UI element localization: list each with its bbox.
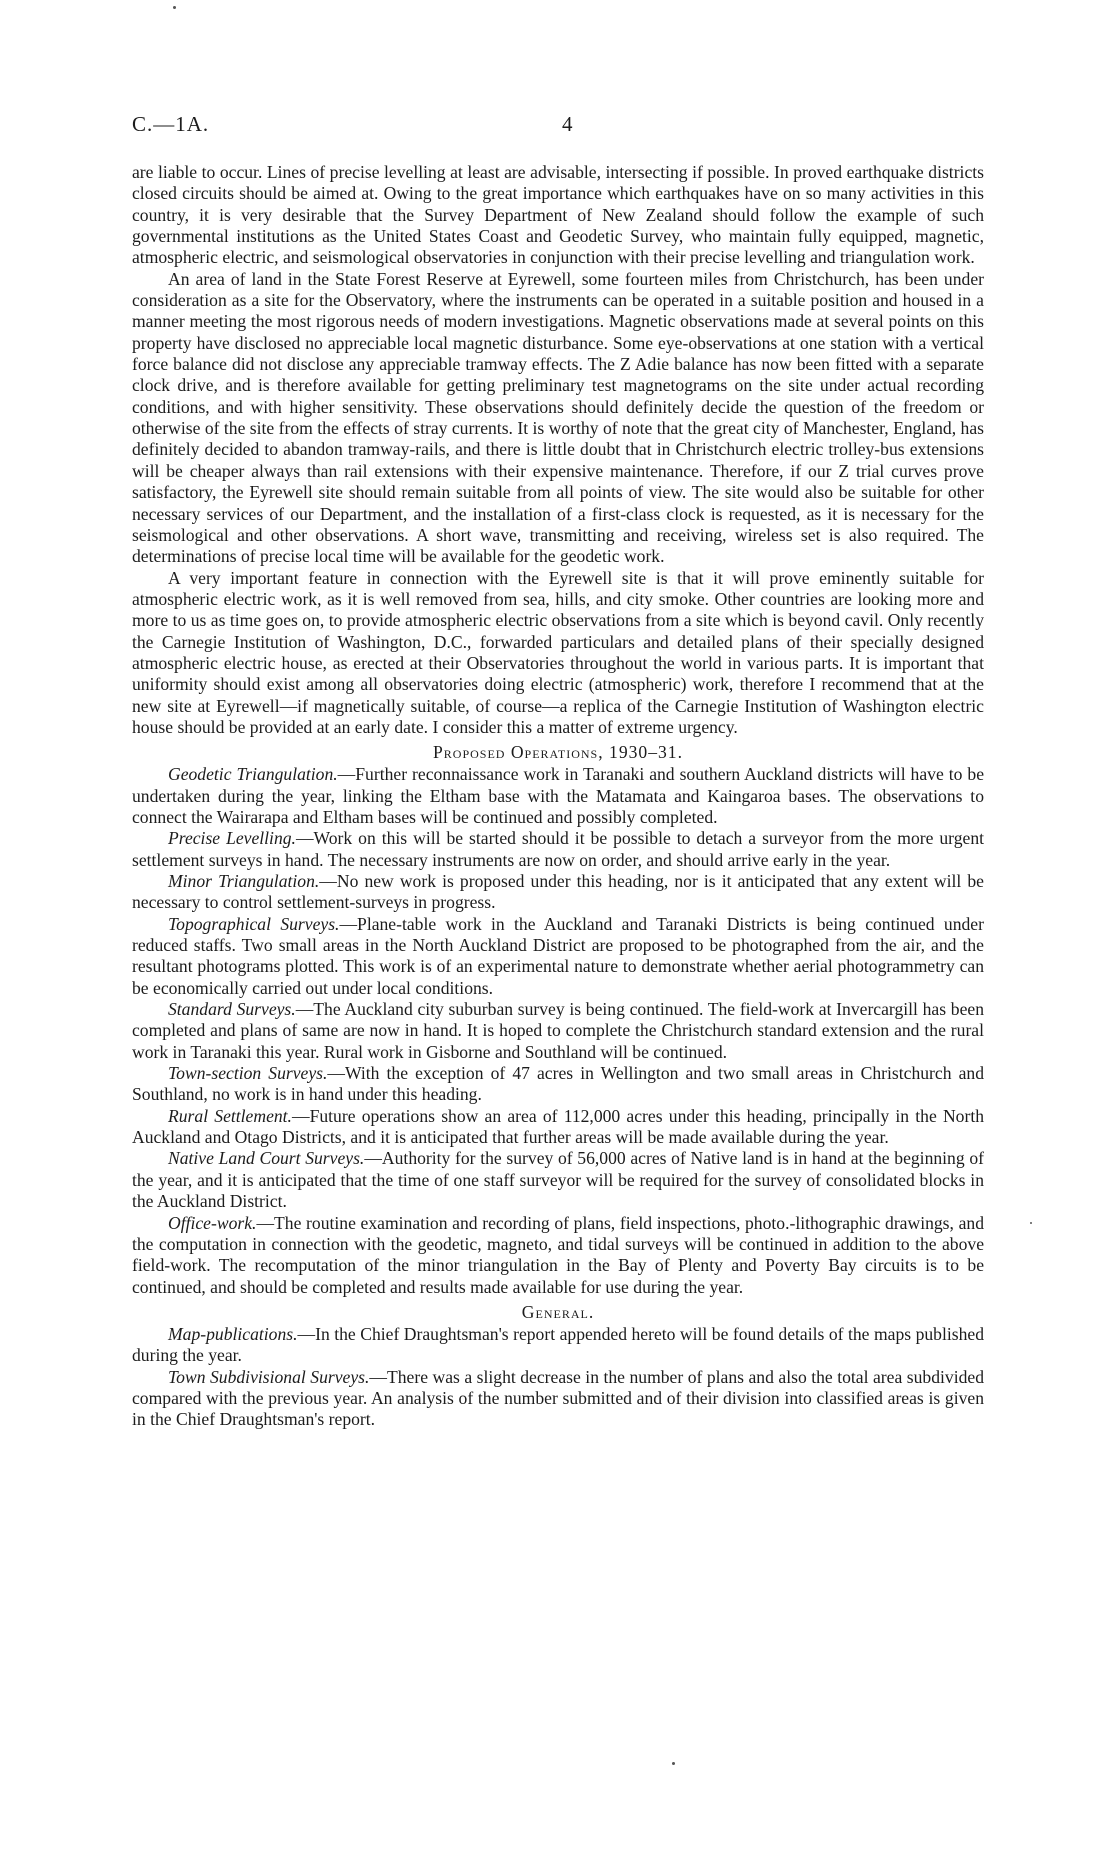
- item-title: Standard Surveys.: [168, 999, 296, 1020]
- item-title: Town Subdivisional Surveys.: [168, 1366, 370, 1387]
- item-text: —No new work is proposed under this heading, nor is it anticipated that any extent will be necessary to control settlement-surveys in progress.: [132, 871, 984, 913]
- item-text: —The routine examination and recording of plans, field inspections, photo.-lithographic drawings, and the computation in connection with the geodetic, magneto, and tidal surveys will be continued in addition to the above field-work. The recomputation of the minor triangulation in the Bay of Plenty and Poverty Bay circuits is to be continued, and should be completed and results made available for use during the year.: [132, 1212, 984, 1297]
- paragraph-eyrewell-site: An area of land in the State Forest Reserve at Eyrewell, some fourteen miles from Christchurch, has been under consideration as a site for the Observatory, where the instruments can be operated in a suitable position and housed in a manner meeting the most rigorous needs of modern investigations. Magnetic observations made at several points on this property have disclosed no appreciable local magnetic disturbance. Some eye-observations at one station with a vertical force balance did not disclose any appreciable tramway effects. The Z Adie balance has now been fitted with a separate clock drive, and is therefore available for getting preliminary test magnetograms on the site under actual recording conditions, and with higher sensitivity. These observations should definitely decide the question of the freedom or otherwise of the site from the effects of stray currents. It is worthy of note that the great city of Manchester, England, has definitely decided to abandon tramway-rails, and there is little doubt that in Christchurch electric trolley-bus extensions will be cheaper always than rail extensions with their expensive maintenance. Therefore, if our Z trial curves prove satisfactory, the Eyrewell site should remain suitable from all points of view. The site would also be suitable for other necessary services of our Department, and the installation of a first-class clock is requested, as it is necessary for the seismological and other observations. A short wave, transmitting and receiving, wireless set is also required. The determinations of precise local time will be available for the geodetic work.: [132, 268, 984, 567]
- item-native-land-court-surveys: [132, 1148, 984, 1212]
- scan-speck: [672, 1762, 675, 1765]
- item-text: —The Auckland city suburban survey is being continued. The field-work at Invercargill has been completed and plans of same are now in hand. It is hoped to complete the Christchurch standard extension and the rural work in Taranaki this year. Rural work in Gisborne and Southland will be continued.: [132, 999, 984, 1062]
- item-title: Geodetic Triangulation.: [168, 764, 338, 785]
- item-text: —Plane-table work in the Auckland and Taranaki Districts is being continued under reduced staffs. Two small areas in the North Auckland District are proposed to be photographed from the air, and the resultant photograms plotted. This work is of an experimental nature to demonstrate whether aerial photogrammetry can be economically carried out under local conditions.: [132, 913, 984, 998]
- item-text: —In the Chief Draughtsman's report appended hereto will be found details of the maps published during the year.: [132, 1323, 984, 1366]
- page-number: 4: [562, 112, 574, 136]
- item-title: Office-work.: [168, 1212, 257, 1233]
- item-text: —With the exception of 47 acres in Wellington and two small areas in Christchurch and Southland, no work is in hand under this heading.: [132, 1063, 984, 1105]
- item-text: —There was a slight decrease in the number of plans and also the total area subdivided compared with the previous year. An analysis of the number submitted and of their division into classified areas is given in the Chief Draughtsman's report.: [132, 1366, 984, 1430]
- item-rural-settlement: [132, 1106, 984, 1149]
- page-header: [132, 112, 982, 140]
- document-body: [132, 162, 984, 1431]
- scan-speck: [173, 6, 176, 9]
- item-map-publications: [132, 1324, 984, 1367]
- item-title: Town-section Surveys.: [168, 1063, 328, 1084]
- item-precise-levelling: [132, 828, 984, 871]
- item-text: —Authority for the survey of 56,000 acres of Native land is in hand at the beginning of the year, and it is anticipated that the time of one staff surveyor will be required for the survey of consolidated blocks in the Auckland District.: [132, 1148, 984, 1212]
- paragraph-atmospheric-electric: A very important feature in connection with the Eyrewell site is that it will prove eminently suitable for atmospheric electric work, as it is well removed from sea, hills, and city smoke. Other countries are looking more and more to us as time goes on, to provide atmospheric electric observations from a site which is beyond cavil. Only recently the Carnegie Institution of Washington, D.C., forwarded particulars and detailed plans of their specially designed atmospheric electric house, as erected at their Observatories throughout the world in various parts. It is important that uniformity should exist among all observatories doing electric (atmospheric) work, therefore I recommend that at the new site at Eyrewell—if magnetically suitable, of course—a replica of the Carnegie Institution of Washington electric house should be provided at an early date. I consider this a matter of extreme urgency.: [132, 567, 984, 737]
- item-text: —Work on this will be started should it be possible to detach a surveyor from the more urgent settlement surveys in hand. The necessary instruments are now on order, and should arrive early in the year.: [132, 828, 985, 870]
- item-town-section-surveys: [132, 1063, 984, 1106]
- paragraph-continued: are liable to occur. Lines of precise levelling at least are advisable, intersecting if possible. In proved earthquake districts closed circuits should be aimed at. Owing to the great importance which earthquakes have on so many activities in this country, it is very desirable that the Survey Department of New Zealand should follow the example of such governmental institutions as the United States Coast and Geodetic Survey, who maintain fully equipped, magnetic, atmospheric electric, and seismological observatories in conjunction with their precise levelling and triangulation work.: [132, 162, 984, 268]
- scan-speck: [1030, 1222, 1032, 1224]
- item-standard-surveys: [132, 999, 984, 1063]
- item-title: Minor Triangulation.: [168, 871, 320, 891]
- item-geodetic-triangulation: [132, 764, 984, 828]
- section-heading-general: General.: [521, 1301, 595, 1322]
- section-heading-proposed-operations: Proposed Operations, 1930–31.: [432, 742, 684, 763]
- item-title: Map-publications.: [168, 1323, 298, 1344]
- item-text: —Future operations show an area of 112,000 acres under this heading, principally in the North Auckland and Otago Districts, and it is anticipated that further areas will be made available during the year.: [132, 1105, 984, 1148]
- item-topographical-surveys: [132, 914, 984, 999]
- item-title: Native Land Court Surveys.: [168, 1148, 365, 1169]
- item-title: Rural Settlement.: [168, 1105, 292, 1126]
- item-title: Precise Levelling.: [168, 828, 296, 849]
- item-title: Topographical Surveys.: [168, 913, 340, 934]
- item-minor-triangulation: [132, 871, 984, 914]
- item-town-subdivisional-surveys: [132, 1367, 984, 1431]
- item-text: —Further reconnaissance work in Taranaki and southern Auckland districts will have to be undertaken during the year, linking the Eltham base with the Matamata and Kaingaroa bases. The observations to connect the Wairarapa and Eltham bases will be continued and possibly completed.: [132, 764, 985, 827]
- item-office-work: [132, 1213, 984, 1298]
- document-reference: C.—1A.: [132, 112, 210, 136]
